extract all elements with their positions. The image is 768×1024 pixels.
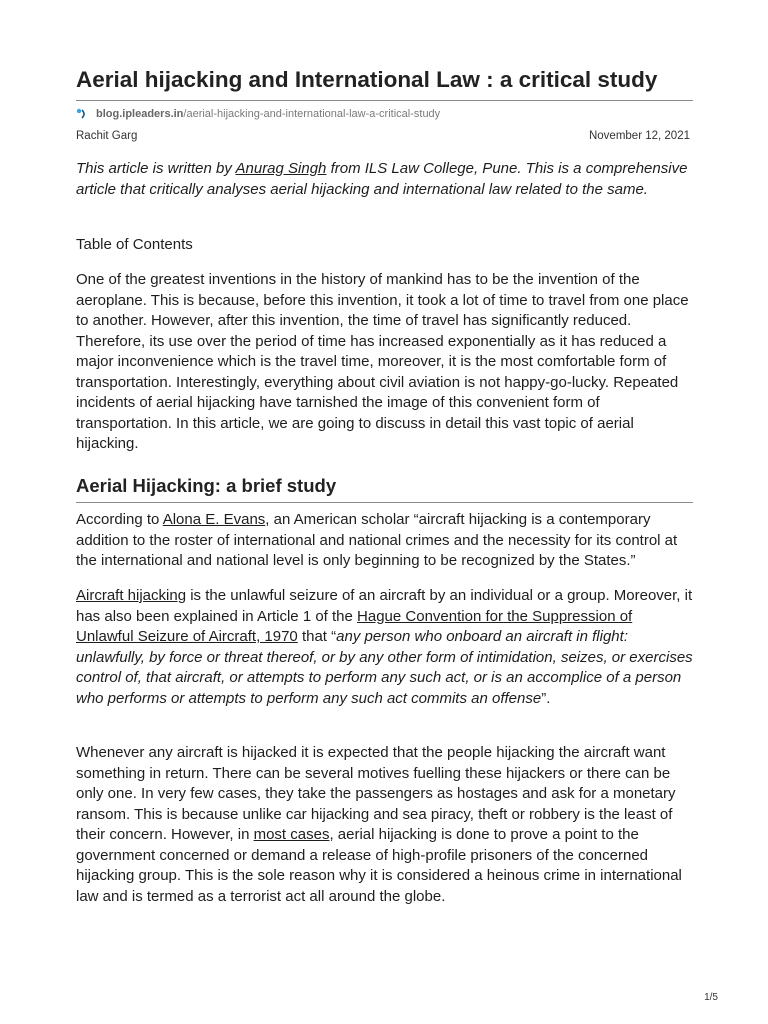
title-divider [76, 100, 693, 101]
article-meta [76, 130, 693, 142]
source-url[interactable] [76, 108, 440, 120]
author-name: Rachit Garg [76, 130, 138, 142]
section-divider [76, 502, 693, 503]
section-heading: Aerial Hijacking: a brief study [76, 475, 337, 496]
source-path: /aerial-hijacking-and-international-law-a-critical-study [183, 108, 441, 120]
body-paragraph-3: Aircraft hijacking is the unlawful seizure of an aircraft by an individual or a group. Moreover, it has also been explained in Article 1 of the Hague Convention for the Suppression of Unlawful Seizure of Aircraft, 1970 that “any person who onboard an aircraft in flight: unlawfully, by force or threat thereof, or by any other form of intimidation, seizes, or exercises control of, that aircraft, or attempts to perform any such act, or is an accomplice of a person who performs or attempts to perform any such act commits an offense”. [76, 587, 693, 707]
body-paragraph-4: Whenever any aircraft is hijacked it is expected that the people hijacking the aircraft want something in return. There can be several motives fuelling these hijackers or there can be only one. In very few cases, they take the passengers as hostages and ask for a monetary ransom. This is because unlike car hijacking and sea piracy, theft or robbery is the least of their concern. However, in most cases, aerial hijacking is done to prove a point to the government concerned or demand a release of high-profile prisoners of the concerned hijacking group. This is the sole reason why it is considered a heinous crime in international law and is termed as a terrorist act all around the globe. [76, 744, 682, 905]
alona-evans-link[interactable]: Alona E. Evans [162, 511, 266, 528]
aircraft-hijacking-link[interactable]: Aircraft hijacking [76, 587, 187, 604]
source-domain: blog.ipleaders.in [96, 108, 184, 120]
table-of-contents[interactable]: Table of Contents [76, 236, 193, 253]
author-link[interactable]: Anurag Singh [235, 160, 327, 177]
site-logo-icon [76, 108, 88, 120]
publish-date: November 12, 2021 [588, 130, 690, 142]
intro-paragraph: This article is written by Anurag Singh from ILS Law College, Pune. This is a comprehensive article that critically analyses aerial hijacking and international law related to the same. [76, 160, 688, 198]
most-cases-link[interactable]: most cases [253, 826, 330, 843]
article-title: Aerial hijacking and International Law : a critical study [76, 67, 658, 92]
body-paragraph-2: According to Alona E. Evans, an American scholar “aircraft hijacking is a contemporary addition to the roster of international and national crimes and the necessity for its control at the international and national level is only beginning to be recognized by the States.” [76, 511, 678, 569]
body-paragraph-1: One of the greatest inventions in the history of mankind has to be the invention of the aeroplane. This is because, before this invention, it took a lot of time to travel from one place to another. However, after this invention, the time of travel has significantly reduced. Therefore, its use over the period of time has increased exponentially as it has reduced a major inconvenience which is the travel time, moreover, it is the most comfortable form of transportation. Interestingly, everything about civil aviation is not happy-go-lucky. Repeated incidents of aerial hijacking have tarnished the image of this convenient form of transportation. In this article, we are going to discuss in detail this vast topic of aerial hijacking. [76, 271, 689, 452]
hague-convention-link[interactable]: Hague Convention for the Suppression of Unlawful Seizure of Aircraft, 1970 [76, 607, 633, 645]
page-number: 1/5 [704, 992, 718, 1003]
